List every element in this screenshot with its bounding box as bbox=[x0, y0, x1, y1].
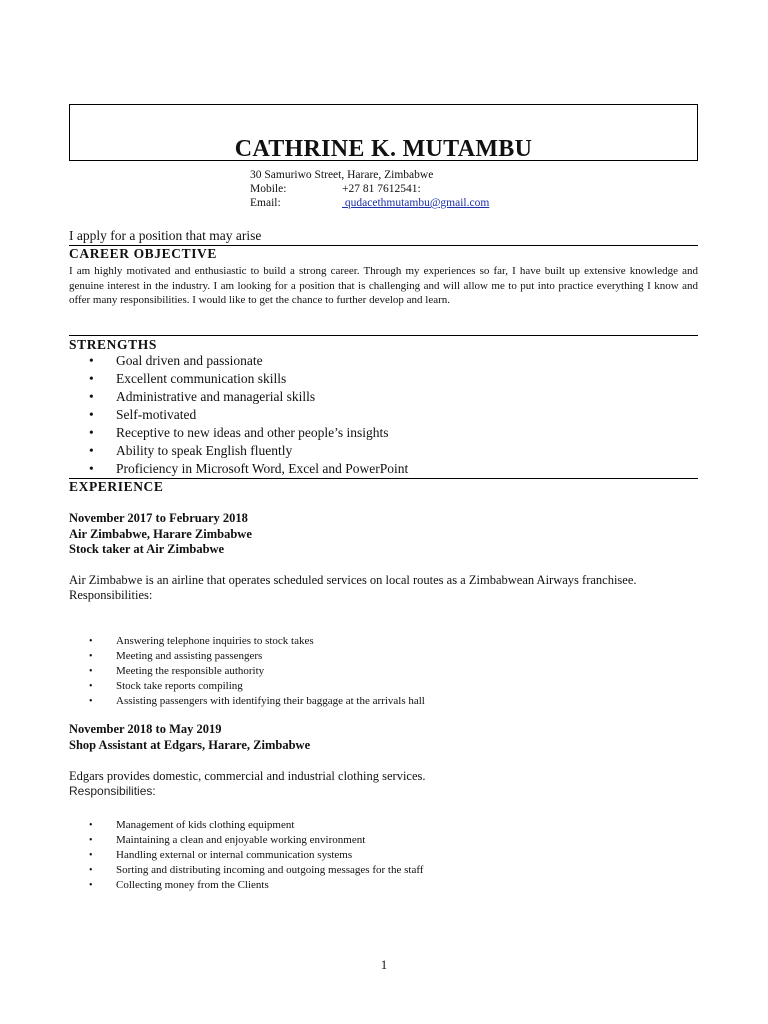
list-item: • Stock take reports compiling bbox=[89, 680, 243, 692]
strengths-heading: STRENGTHS bbox=[69, 337, 157, 352]
career-objective-text: I am highly motivated and enthusiastic to build a strong career. Through my experiences so far, I have built up extensive knowledge and genuine interest in the industry. I am looking for a position that is challenging and will allow me to put into practice everything I know and offer many responsibilities. I would like to get the chance to further develop and learn. bbox=[69, 265, 698, 306]
bullet-icon: • bbox=[89, 371, 94, 386]
mobile-value: +27 81 7612541: bbox=[342, 183, 421, 195]
bullet-icon: • bbox=[89, 443, 94, 458]
job-1-responsibilities-list bbox=[69, 634, 698, 709]
bullet-icon: • bbox=[89, 407, 94, 422]
email-row bbox=[250, 196, 489, 210]
page-number: 1 bbox=[380, 957, 388, 972]
bullet-icon: • bbox=[89, 636, 93, 647]
mobile-label: Mobile: bbox=[250, 183, 287, 195]
list-item: • Meeting and assisting passengers bbox=[89, 650, 263, 662]
bullet-icon: • bbox=[89, 461, 94, 476]
contact-block bbox=[250, 168, 489, 210]
list-item: • Handling external or internal communication systems bbox=[89, 849, 353, 861]
email-link[interactable]: qudacethmutambu@gmail.com bbox=[342, 197, 490, 209]
bullet-icon: • bbox=[89, 835, 93, 846]
experience-heading: EXPERIENCE bbox=[69, 479, 164, 494]
strengths-section bbox=[69, 335, 698, 352]
job-2-responsibilities-list bbox=[69, 818, 698, 893]
job-2-role: Shop Assistant at Edgars, Harare, Zimbabwe bbox=[69, 737, 311, 752]
list-item: • Collecting money from the Clients bbox=[89, 879, 269, 891]
job-1-description-block bbox=[69, 573, 698, 603]
job-1-role: Stock taker at Air Zimbabwe bbox=[69, 542, 225, 556]
bullet-icon: • bbox=[89, 666, 93, 677]
bullet-icon: • bbox=[89, 820, 93, 831]
list-item: • Management of kids clothing equipment bbox=[89, 819, 295, 831]
job-2-description: Edgars provides domestic, commercial and industrial clothing services. bbox=[69, 769, 426, 783]
job-2-responsibilities-label: Responsibilities: bbox=[69, 784, 156, 798]
mobile-row bbox=[250, 182, 489, 196]
applicant-name: CATHRINE K. MUTAMBU bbox=[234, 136, 533, 162]
experience-section bbox=[69, 478, 698, 494]
career-objective-heading: CAREER OBJECTIVE bbox=[69, 246, 218, 261]
bullet-icon: • bbox=[89, 865, 93, 876]
list-item: • Proficiency in Microsoft Word, Excel and PowerPoint bbox=[89, 461, 409, 476]
job-1-period: November 2017 to February 2018 bbox=[69, 511, 248, 525]
email-label: Email: bbox=[250, 197, 281, 209]
career-objective-section bbox=[69, 245, 698, 261]
list-item: • Assisting passengers with identifying their baggage at the arrivals hall bbox=[89, 695, 425, 707]
job-2-header bbox=[69, 722, 310, 753]
bullet-icon: • bbox=[89, 651, 93, 662]
list-item: • Ability to speak English fluently bbox=[89, 443, 293, 458]
bullet-icon: • bbox=[89, 850, 93, 861]
list-item: • Receptive to new ideas and other people’s insights bbox=[89, 425, 389, 440]
list-item: • Maintaining a clean and enjoyable working environment bbox=[89, 834, 366, 846]
intro-line: I apply for a position that may arise bbox=[69, 228, 262, 243]
list-item: • Self-motivated bbox=[89, 407, 197, 422]
list-item: • Goal driven and passionate bbox=[89, 353, 263, 368]
job-1-description: Air Zimbabwe is an airline that operates scheduled services on local routes as a Zimbabwean Airways franchisee. bbox=[69, 573, 637, 587]
bullet-icon: • bbox=[89, 696, 93, 707]
list-item: • Administrative and managerial skills bbox=[89, 389, 316, 404]
bullet-icon: • bbox=[89, 425, 94, 440]
list-item: • Answering telephone inquiries to stock takes bbox=[89, 635, 314, 647]
bullet-icon: • bbox=[89, 353, 94, 368]
bullet-icon: • bbox=[89, 681, 93, 692]
bullet-icon: • bbox=[89, 389, 94, 404]
job-1-company: Air Zimbabwe, Harare Zimbabwe bbox=[69, 526, 252, 541]
list-item: • Sorting and distributing incoming and outgoing messages for the staff bbox=[89, 864, 424, 876]
job-1-responsibilities-label: Responsibilities: bbox=[69, 588, 153, 602]
name-header-box bbox=[69, 104, 698, 161]
job-2-description-block bbox=[69, 769, 698, 799]
bullet-icon: • bbox=[89, 880, 93, 891]
address-line: 30 Samuriwo Street, Harare, Zimbabwe bbox=[250, 169, 434, 181]
list-item: • Excellent communication skills bbox=[89, 371, 287, 386]
list-item: • Meeting the responsible authority bbox=[89, 665, 265, 677]
strengths-list bbox=[69, 352, 698, 478]
job-2-period: November 2018 to May 2019 bbox=[69, 722, 222, 736]
job-1-header bbox=[69, 511, 252, 558]
